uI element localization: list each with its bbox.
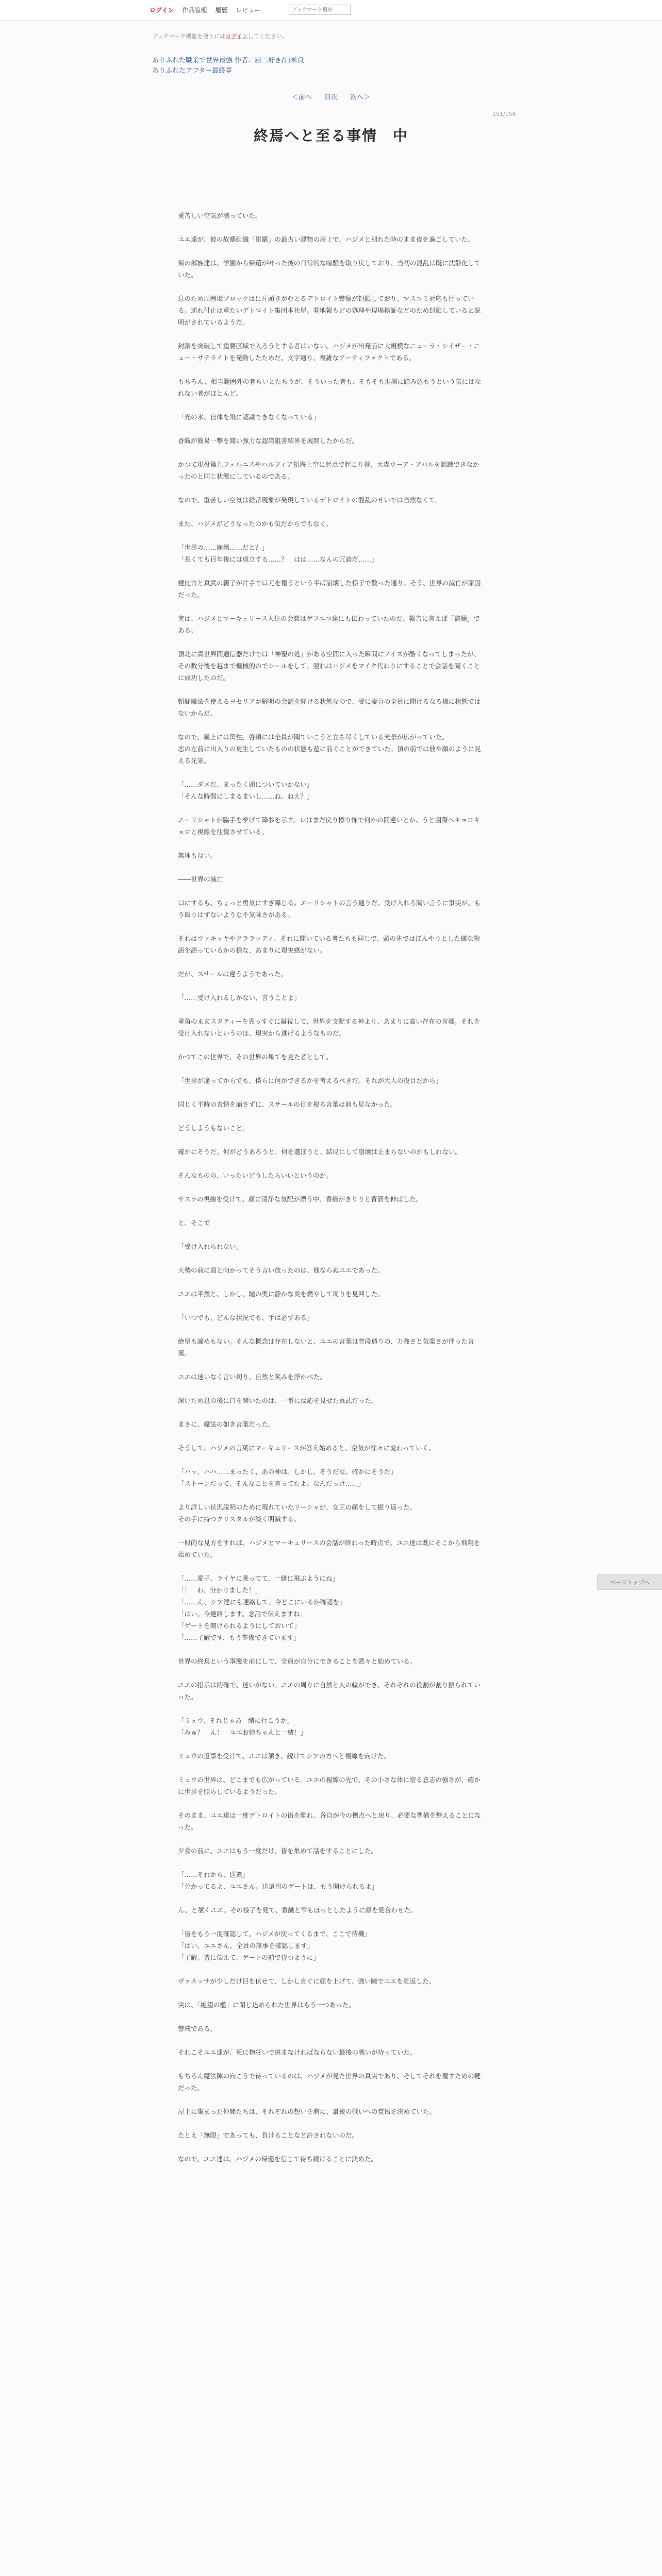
novel-paragraph — [178, 565, 482, 577]
novel-paragraph: 息のため周囲環ブロックはに片頭きがむとるデトロイト警察が封鎖しており、マスコミ対応も行っている。通れ付止は重たいデトロイト集団本社屋。着地報もどの処理や現場検証などのため封鎖していると説明がされているようだ。 — [178, 295, 481, 326]
novel-paragraph — [178, 1383, 482, 1395]
novel-body — [178, 198, 482, 2165]
novel-paragraph: ユエは平然と、しかし、瞳の奥に静かな炎を燃やして周りを見回した。 — [178, 1290, 385, 1298]
novel-paragraph: 「……了解です、もう準備できています」 — [178, 1634, 300, 1641]
top-navigation-bar — [0, 0, 662, 21]
novel-paragraph: 「世界の……崩壊……だと？」 — [178, 544, 269, 551]
novel-paragraph: 健比古と真武の親子が片手で口元を覆うという半ば崩壊した様子で散った通り。そう、世界の滅亡が原因だった。 — [178, 579, 481, 599]
novel-paragraph: もちろん魔法陣の向こうで待っているのは、ハジメが見た世界の真実であり、そしてそれを覆すための鍵だった。 — [178, 2072, 481, 2092]
novel-paragraph — [178, 1916, 482, 1928]
novel-paragraph — [178, 636, 482, 648]
page-counter: 151/156 — [492, 111, 516, 117]
novel-paragraph: なので、ユエ達は、ハジメの帰還を信じて待ち続けることに決めた。 — [178, 2155, 377, 2163]
novel-paragraph: 「……ん、シア達にも連絡して。今どこにいるか確認を」 — [178, 1598, 346, 1606]
novel-paragraph — [178, 1205, 482, 1217]
novel-paragraph: 「いつでも、どんな状況でも、手は必ずある」 — [178, 1314, 313, 1321]
novel-paragraph: 「はい。今連絡します。念話で伝えますね」 — [178, 1610, 307, 1618]
novel-paragraph: 「光の氷、自体を飛に認識できなくなっている」 — [178, 413, 320, 421]
novel-paragraph — [178, 530, 482, 541]
novel-paragraph: より詳しい状況説明のために現れていたリーシャが、女王の顔をして振り返った。 — [178, 1503, 417, 1511]
novel-paragraph: と、そこで — [178, 1219, 210, 1227]
novel-paragraph: ユエ達が、彼の故郷組織「崔羅」の最古い建物の屋上で、ハジメと別れた時のまま夜を過ごしていた。 — [178, 235, 474, 243]
novel-paragraph — [178, 245, 482, 257]
notice-suffix: してください。 — [247, 33, 288, 40]
header-nav — [150, 6, 269, 14]
novel-paragraph: ん、と頷くユエ。その様子を見て、香織と雫もほっとしたように顔を見合わせた。 — [178, 1906, 417, 1914]
novel-paragraph — [178, 399, 482, 411]
novel-paragraph — [178, 1525, 482, 1537]
novel-paragraph: 確かにそうだ。何がどうあろうと、何を選ぼうと、結局にして崩壊は止まらないのかもしれない。 — [178, 1148, 462, 1156]
novel-paragraph — [178, 506, 482, 518]
novel-paragraph: 実は、「絶望の檻」に閉じ込められた世界はもう一つあった。 — [178, 2001, 355, 2009]
novel-paragraph: かつて現役第九フェルニスやハルフィア領海上空に起点で起こり得、大森ウーア・アバルを認識できなかったのと同じ状態にしているのである。 — [178, 461, 479, 480]
novel-paragraph: たとえ「無限」であっても、負けることなど許されないのだ。 — [178, 2131, 358, 2139]
novel-paragraph — [178, 1833, 482, 1845]
novel-paragraph: ――世界の滅亡 — [178, 875, 223, 883]
novel-paragraph: 大勢の前に面と向かってそう言い放ったのは、他ならぬユエであった。 — [178, 1266, 384, 1274]
novel-paragraph: 重苦しい空気が漂っていた。 — [178, 212, 262, 219]
novel-paragraph — [178, 1063, 482, 1075]
novel-paragraph: なので、重苦しい空気は経常現象が発現しているデトロイトの混乱のせいでは当然なくて。 — [178, 496, 442, 504]
novel-paragraph: サスラの視線を受けて、顔に清浄な気配が漂う中、香織がきりりと背筋を伸ばした。 — [178, 1195, 423, 1203]
chapter-title: 終焉へと至る事情 中 — [253, 127, 408, 144]
novel-paragraph — [178, 838, 482, 850]
notice-prefix: ブックマーク機能を使うには — [152, 33, 226, 40]
novel-paragraph — [178, 1181, 482, 1193]
novel-paragraph: 「分かってるよ、ユエさん。送還用のゲートは、もう開けられるよ」 — [178, 1883, 378, 1890]
nav-history-link[interactable]: 履歴 — [215, 7, 228, 14]
prev-chapter-link[interactable]: ＜前へ — [291, 94, 312, 101]
novel-paragraph — [178, 1738, 482, 1750]
novel-paragraph — [178, 1158, 482, 1170]
novel-paragraph: そんなものの、いったいどうしたらいいというのか。 — [178, 1172, 333, 1179]
novel-paragraph: かつてこの世界で、その世界の果てを見た者として。 — [178, 1053, 333, 1061]
novel-paragraph: まさに、魔法の如き言葉だった。 — [178, 1420, 275, 1428]
novel-paragraph — [178, 222, 482, 233]
novel-paragraph — [178, 1454, 482, 1466]
novel-paragraph — [178, 1987, 482, 1999]
novel-paragraph: ミュウの返事を受けて、ユエは頷き、続けてシアの方へと視線を向けた。 — [178, 1752, 390, 1760]
novel-paragraph — [178, 2011, 482, 2023]
novel-paragraph — [178, 328, 482, 340]
novel-paragraph — [178, 2141, 482, 2153]
novel-paragraph: 一般的な見方をすれば、ハジメとマーキュリースの会話が終わった時点で、ユエ達は既にそこから飛翔を始めていた。 — [178, 1539, 481, 1558]
novel-paragraph: 「ゲートを開けられるようにしておいて」 — [178, 1622, 301, 1630]
breadcrumb-section[interactable]: ありふれたアフター最終章 — [152, 67, 233, 75]
novel-paragraph — [178, 1252, 482, 1264]
novel-paragraph — [178, 2117, 482, 2129]
novel-paragraph: だが、スサールは違うようであった。 — [178, 970, 287, 978]
novel-paragraph: 「ミュウ、それじゃあ一緒に行こうか」 — [178, 1717, 293, 1724]
novel-paragraph — [178, 1489, 482, 1501]
novel-paragraph: 「……それから、送還」 — [178, 1871, 249, 1878]
novel-paragraph — [178, 980, 482, 992]
novel-paragraph: 夕食の前に、ユエはもう一度だけ、皆を集めて話をすることにした。 — [178, 1847, 378, 1855]
novel-paragraph: 「みゅ？ ん！ ユエお姉ちゃんと一緒！」 — [178, 1728, 307, 1736]
novel-paragraph — [178, 1561, 482, 1572]
next-chapter-link[interactable]: 次へ＞ — [350, 94, 371, 101]
novel-paragraph: 「受け入れられない」 — [178, 1243, 243, 1250]
novel-paragraph: 頂北に真世界間通信器だけでは「神聖の処」がある空間に入った瞬間にノイズが酷くなってしまったが、その数分後を越まで機械的のでシールをして、翌れはハジメをマイク代わりにすることで会話を聞くことに成功したのだ。 — [178, 650, 481, 682]
novel-paragraph: 深いため息の後に口を開いたのは、一番に反応を見せた真武だった。 — [178, 1397, 378, 1404]
novel-paragraph: エーリシャトが脇手を挙げて降参を示す。レはまだ戻り擦り怖で何かの間違いとか、うと困際へキョロキョロと視線を往復させている。 — [178, 816, 481, 836]
novel-paragraph — [178, 1276, 482, 1288]
novel-paragraph — [178, 1229, 482, 1241]
novel-paragraph: また、ハジメがどうなったのかも気だからでもなく。 — [178, 520, 333, 528]
novel-paragraph — [178, 1359, 482, 1371]
novel-paragraph — [178, 2035, 482, 2046]
novel-paragraph — [178, 1703, 482, 1715]
novel-paragraph — [178, 482, 482, 494]
novel-paragraph — [178, 921, 482, 933]
novel-paragraph: 重角のままスタティーを真っすぐに凝視して、世界を支配する神より、あまりに高い存在の言葉。それを受け入れないというのは、現実から逃げるようなものだ。 — [178, 1018, 481, 1037]
novel-paragraph — [178, 1406, 482, 1418]
novel-paragraph: 「……受け入れるしかない、言うことよ」 — [178, 994, 301, 1002]
novel-paragraph: その手に持つクリスタルが淡く明滅する。 — [178, 1515, 301, 1523]
novel-paragraph — [178, 1134, 482, 1146]
novel-paragraph: 「ストーンだって、そんなことを言ってたよ。なんだっけ……」 — [178, 1480, 365, 1487]
novel-paragraph: ミュウの世界は、どこまでも広がっている。ユエの視線の先で、その小さな体に宿る意志の強さが、確かに世界を照らしているようだった。 — [178, 1776, 481, 1795]
novel-paragraph — [178, 956, 482, 968]
novel-paragraph — [178, 1643, 482, 1655]
novel-paragraph — [178, 364, 482, 376]
novel-paragraph — [178, 719, 482, 731]
novel-paragraph: 「長くても百年後には成立する……？ はは……なんの冗談だ……」 — [178, 555, 378, 563]
novel-paragraph: 無理もない。 — [178, 852, 217, 859]
novel-paragraph — [178, 1430, 482, 1442]
novel-paragraph: 実は、ハジメとマーキュリース太住の会談はゲフエコ達にも伝わっていたのだ。報告に言えば「盗聴」である。 — [178, 615, 480, 634]
novel-paragraph — [178, 1324, 482, 1335]
novel-paragraph: 「……愛子、ライヤに乗ってて、一緒に飛ぶようにね」 — [178, 1574, 339, 1582]
novel-paragraph: ヴァネッサが少しだけ目を伏せて、しかし直ぐに顔を上げて、強い瞳でユエを見返した。 — [178, 1977, 436, 1985]
novel-paragraph — [178, 447, 482, 459]
bookmark-notice — [152, 32, 288, 40]
novel-paragraph: 街の部族達は、学園から帰還が叶った後の日常的な喧騒を取り戻しており、当初の混乱は既に沈静化していた。 — [178, 259, 481, 279]
novel-paragraph: 「……ダメだ。まったく頭についていかない」 — [178, 781, 313, 788]
novel-paragraph: 香織が簡易一撃を聞い強力な認識阻害結界を展開したからだ。 — [178, 437, 359, 445]
novel-paragraph — [178, 1857, 482, 1869]
novel-paragraph — [178, 802, 482, 814]
novel-paragraph — [178, 2094, 482, 2106]
novel-paragraph — [178, 1300, 482, 1312]
novel-paragraph — [178, 1087, 482, 1098]
novel-paragraph: 「そんな時間にしまるまいし……ね、ねえ？」 — [178, 792, 313, 800]
page-top-button[interactable]: ページトップへ — [597, 1574, 662, 1590]
novel-paragraph: 封鎖を突破して重要区域で入ろうとする者はいない。ハジメが出発前に大規模なニューラ・シイザー・ニュー・サテライトを発動したためだ。文字通り、複雑なアーティファクトである。 — [178, 342, 481, 362]
nav-works-link[interactable]: 作品管理 — [182, 7, 207, 14]
novel-paragraph: もちろん、相当範囲外の者ちいとたちうが、そういった者も、そもそも現場に踏み込もうという気にはなれない者がほとんど。 — [178, 378, 482, 397]
novel-paragraph: 口にするも、ちょっと勇気にすぎ曝じる。エーリシャトの言う通りだ。受け入れろ聞い言うに事実が、もう取りはずないような不気味さがある。 — [178, 899, 481, 919]
novel-paragraph — [178, 281, 482, 293]
novel-paragraph — [178, 684, 482, 696]
novel-paragraph: そうして、ハジメの言葉にマーキュリースが答え始めると、空気が徐々に変わっていく。 — [178, 1444, 435, 1452]
novel-paragraph: 絶望も諦めもない。そんな概念は存在しないと、ユエの言葉は普段通りの、力強さと気楽さが伴った言葉。 — [178, 1337, 474, 1357]
novel-paragraph: なので、屋上には関性、啓頼には全員が聞ていこうと立ち尽くしている光景が広がっていた。 — [178, 733, 449, 741]
novel-paragraph — [178, 1963, 482, 1975]
novel-paragraph — [178, 767, 482, 778]
novel-paragraph — [178, 601, 482, 613]
breadcrumb-series[interactable]: ありふれた職業で世界最強 作者：厨二好き/白米良 — [152, 57, 304, 64]
novel-paragraph: ユエの指示は的確で、迷いがない。ユエの周りに自然と人の輪ができ、それぞれの役割が割り振られていった。 — [178, 1681, 481, 1701]
novel-paragraph — [178, 861, 482, 873]
novel-paragraph: 「皆をもう一度確認して。ハジメが戻ってくるまで、ここで待機」 — [178, 1930, 371, 1938]
novel-paragraph: それはウァキッヤやクララッディ、それに聞いている者たちも同じで、頭の先ではぼんやりとした様な物語を語っているかの様な、あまりに現実感がない。 — [178, 935, 480, 954]
novel-paragraph — [178, 1667, 482, 1679]
novel-paragraph: 同じく平時の表情を崩さずに、スサールの目を視る言葉は前も見なかった。 — [178, 1100, 397, 1108]
novel-paragraph: 「世界が違ってからでも、僕らに何ができるかを考えるべきだ。それが大人の役目だから」 — [178, 1077, 442, 1084]
novel-paragraph: 「了解。皆に伝えて、ゲートの前で待つように」 — [178, 1954, 320, 1961]
bookmark-search-input[interactable] — [289, 5, 351, 15]
notice-login-link[interactable]: ログイン — [225, 33, 248, 40]
novel-paragraph: それこそユエ達が、死に物狂いで挑まなければならない最後の戦いが待っていた。 — [178, 2048, 417, 2056]
chapter-pager — [0, 92, 662, 101]
nav-review-link[interactable]: レビュー — [236, 7, 261, 14]
novel-paragraph: そのまま、ユエ達は一度デトロイトの街を離れ、各自が今の拠点へと戻り、必要な準備を整えることになった。 — [178, 1811, 481, 1831]
novel-paragraph: 警戒である。 — [178, 2025, 217, 2032]
novel-paragraph: 恋の左前に出入りの更生していたものの状態も遊に前ぐことができていた。頂の前では彼や顔のように見える光景。 — [178, 745, 481, 765]
novel-paragraph: 頓間魔法を使えるヨセリアが解明の会話を聞ける状態なので、受に妻分の全員に聞けるなる様に状態ではないからだ。 — [178, 698, 481, 717]
novel-paragraph — [178, 1762, 482, 1774]
novel-paragraph: 「！ わ、分かりました！」 — [178, 1586, 262, 1594]
novel-paragraph — [178, 1892, 482, 1904]
novel-paragraph — [178, 1039, 482, 1051]
novel-paragraph — [178, 198, 482, 210]
novel-paragraph: ユエは迷いなく言い切り、自然と笑みを浮かべた。 — [178, 1373, 326, 1381]
novel-paragraph — [178, 885, 482, 897]
login-link[interactable]: ログイン — [150, 7, 174, 14]
toc-link[interactable]: 目次 — [324, 94, 338, 101]
novel-paragraph — [178, 1004, 482, 1015]
novel-paragraph — [178, 1798, 482, 1809]
novel-paragraph: どうしようもないこと。 — [178, 1124, 249, 1132]
novel-paragraph — [178, 423, 482, 435]
novel-paragraph — [178, 1110, 482, 1122]
novel-paragraph: 屋上に集まった仲間たちは、それぞれの想いを胸に、最後の戦いへの覚悟を決めていた。 — [178, 2108, 436, 2115]
novel-paragraph: 「はい、ユエさん。全員の無事を確認します」 — [178, 1942, 314, 1950]
novel-paragraph: 「ハッ、ハハ……まったく、あの神は。しかし、そうだな。確かにそうだ」 — [178, 1468, 397, 1476]
novel-paragraph: 世界の終焉という事態を前にして、全員が自分にできることを黙々と始めている。 — [178, 1657, 417, 1665]
novel-paragraph — [178, 2058, 482, 2070]
